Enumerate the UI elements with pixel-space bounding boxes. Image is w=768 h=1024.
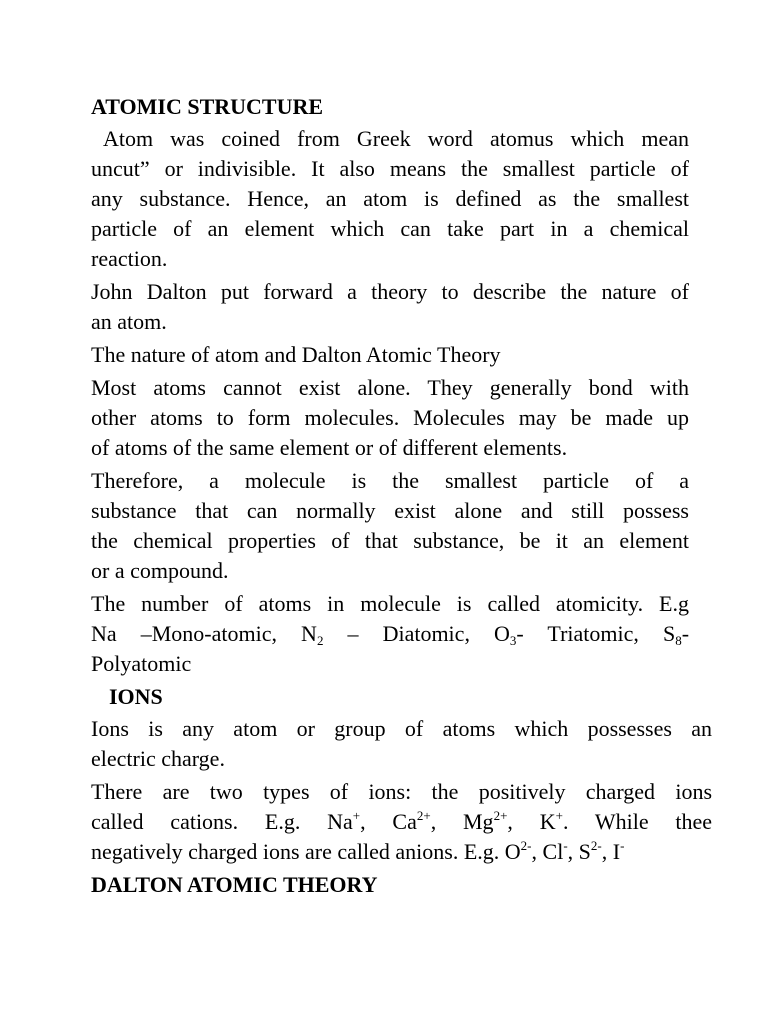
text-line: The number of atoms in molecule is called atomicity. E.g (91, 591, 689, 616)
text-line: other atoms to form molecules. Molecules may be made up (91, 405, 689, 430)
text-span: , K (507, 809, 556, 834)
text-span: , Ca (360, 809, 417, 834)
text-span: called cations. E.g. Na (91, 809, 353, 834)
text-line: of atoms of the same element or of different elements. (91, 435, 568, 460)
superscript: + (555, 808, 563, 823)
text-line: Most atoms cannot exist alone. They generally bond with (91, 375, 689, 400)
text-line: Ions is any atom or group of atoms which possesses an (91, 716, 712, 741)
text-line: There are two types of ions: the positively charged ions (91, 779, 712, 804)
text-span: Na –Mono-atomic, N (91, 621, 317, 646)
text-span: , I (601, 839, 621, 864)
superscript: 2- (520, 838, 532, 853)
subscript: 3 (509, 633, 517, 648)
text-line: an atom. (91, 309, 167, 334)
heading-atomic-structure: ATOMIC STRUCTURE (91, 94, 324, 119)
text-span: - Triatomic, S (516, 621, 676, 646)
text-span: , Cl (531, 839, 564, 864)
superscript: 2+ (493, 808, 508, 823)
paragraph-ions-definition (91, 714, 712, 774)
text-span: , Mg (430, 809, 494, 834)
text-line: substance that can normally exist alone and still possess (91, 498, 689, 523)
paragraph-atom-definition (91, 124, 689, 274)
text-span: – Diatomic, O (323, 621, 510, 646)
paragraph-molecules (91, 373, 689, 463)
text-line: electric charge. (91, 746, 225, 771)
superscript: 2- (590, 838, 602, 853)
text-line: uncut” or indivisible. It also means the smallest particle of (91, 156, 689, 181)
paragraph-atomicity (91, 589, 689, 679)
text-line (91, 619, 689, 649)
text-line: the chemical properties of that substance, be it an element (91, 528, 689, 553)
text-line: reaction. (91, 246, 168, 271)
text-span: - (681, 621, 690, 646)
heading-ions: IONS (109, 684, 163, 709)
subscript: 2 (316, 633, 324, 648)
document-page (91, 92, 713, 902)
subscript: 8 (675, 633, 682, 648)
paragraph-types-of-ions (91, 777, 712, 867)
text-line: Therefore, a molecule is the smallest particle of a (91, 468, 689, 493)
text-line: Atom was coined from Greek word atomus which mean (103, 126, 689, 151)
superscript: + (352, 808, 361, 823)
text-line (91, 807, 712, 837)
superscript: - (563, 838, 568, 853)
text-line: John Dalton put forward a theory to describe the nature of (91, 279, 689, 304)
text-line (91, 837, 712, 867)
paragraph-molecule-definition (91, 466, 689, 586)
text-span: negatively charged ions are called anions. E.g. O (91, 839, 521, 864)
superscript: 2+ (416, 808, 431, 823)
text-line: particle of an element which can take part in a chemical (91, 216, 689, 241)
heading-dalton-atomic-theory: DALTON ATOMIC THEORY (91, 872, 378, 897)
paragraph-nature-of-atom: The nature of atom and Dalton Atomic Theory (91, 342, 501, 367)
text-span: , S (567, 839, 591, 864)
text-line: Polyatomic (91, 651, 192, 676)
text-span: . While thee (562, 809, 713, 834)
text-line: any substance. Hence, an atom is defined as the smallest (91, 186, 689, 211)
text-line: or a compound. (91, 558, 229, 583)
paragraph-dalton-intro (91, 277, 689, 337)
superscript: - (620, 838, 625, 853)
